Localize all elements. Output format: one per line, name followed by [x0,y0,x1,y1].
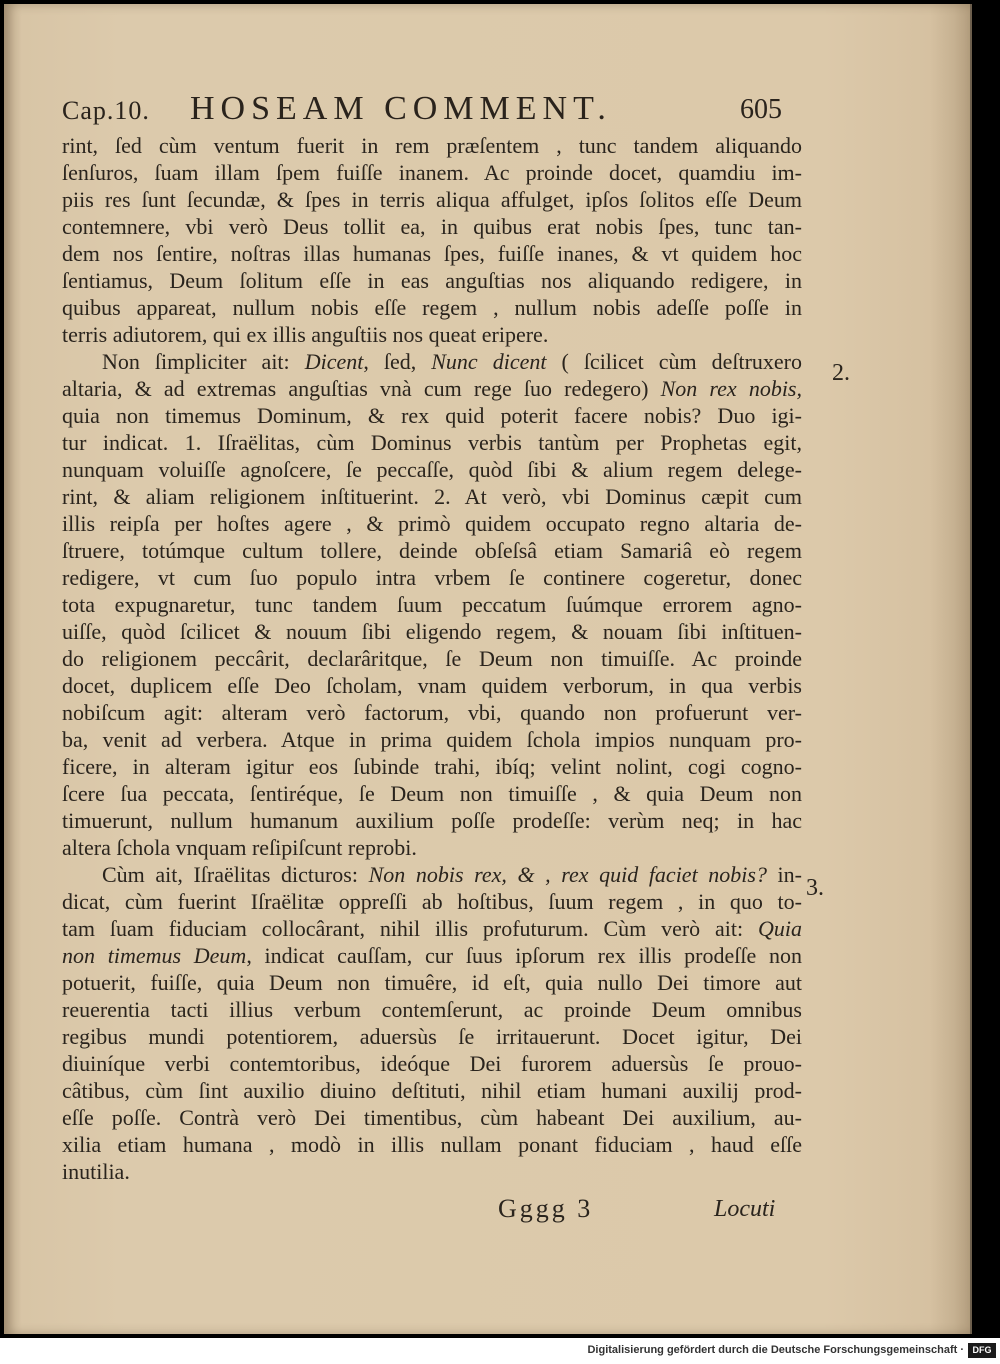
text-line: potuerit, fuiſſe, quia Deum non timuêre, id eſt, quia nullo Dei timore aut [62,970,802,995]
text-line: regibus mundi potentiorem, aduersùs ſe irritauerunt. Docet igitur, Dei [62,1024,802,1049]
text-line: ficere, in alteram igitur eos ſubinde trahi, ibíq; velint nolint, cogi cogno- [62,754,802,779]
text-line: Non ſimpliciter ait: Dicent, ſed, Nunc dicent ( ſcilicet cùm deſtruxero [102,349,802,374]
text-line: tota expugnaretur, tunc tandem ſuum peccatum ſuúmque errorem agno- [62,592,802,617]
text-line: eſſe poſſe. Contrà verò Dei timentibus, cùm habeant Dei auxilium, au- [62,1105,802,1130]
text-line: altaria, & ad extremas anguſtias vnà cum rege ſuo redegero) Non rex nobis, [62,376,802,401]
text-line: timuerunt, nullum humanum auxilium poſſe prodeſſe: verùm neq; in hac [62,808,802,833]
text-line: dicat, cùm fuerint Iſraëlitæ oppreſſi ab hoſtibus, ſuum regem , in quo to- [62,889,802,914]
page-number: 605 [740,94,782,125]
text-line: ſtruere, totúmque cultum tollere, deinde obſeſsâ etiam Samariâ eò regem [62,538,802,563]
text-line: ſenſuros, ſuam illam ſpem fuiſſe inanem. Ac proinde docet, quamdiu im- [62,160,802,185]
book-page [4,4,972,1334]
credit-bar [0,1338,1000,1364]
text-line: nunquam voluiſſe agnoſcere, ſe peccaſſe, quòd ſibi & alium regem delege- [62,457,802,482]
text-line: rint, & aliam religionem inſtituerint. 2. At verò, vbi Dominus cæpit cum [62,484,802,509]
text-line: altera ſchola vnquam reſipiſcunt reprobi. [62,835,417,860]
text-line: quibus appareat, nullum nobis eſſe regem , nullum nobis adeſſe poſſe in [62,295,802,320]
text-line: contemnere, vbi verò Deus tollit ea, in quibus erat nobis ſpes, tunc tan- [62,214,802,239]
funding-credit: Digitalisierung gefördert durch die Deutsche Forschungsgemeinschaft · [587,1344,964,1356]
text-line: nobiſcum agit: alteram verò factorum, vbi, quando non profuerunt ver- [62,700,802,725]
text-line: inutilia. [62,1159,130,1184]
page-edge-shading [930,4,970,1334]
text-line: docet, duplicem eſſe Deo ſcholam, vnam quidem verborum, in qua verbis [62,673,802,698]
text-line: diuiníque verbi contemtoribus, ideóque Dei furorem aduersùs ſe prouo- [62,1051,802,1076]
body-text [62,132,802,1185]
text-line: terris adiutorem, qui ex illis anguſtiis nos queat eripere. [62,322,549,347]
dfg-logo-icon: DFG [968,1343,996,1358]
text-line: câtibus, cùm ſint auxilio diuino deſtituti, nihil etiam humani auxilij prod- [62,1078,802,1103]
text-line: ſentiamus, Deum ſolitum eſſe in eas anguſtias nos aliquando redigere, in [62,268,802,293]
text-line: xilia etiam humana , modò in illis nullam ponant fiduciam , haud eſſe [62,1132,802,1157]
running-head [62,90,782,130]
margin-note-3: 3. [806,875,824,901]
text-line: reuerentia tacti illius verbum contemſerunt, ac proinde Deum omnibus [62,997,802,1022]
text-line: illis reipſa per hoſtes agere , & primò quidem occupato regno altaria de- [62,511,802,536]
text-line: tur indicat. 1. Iſraëlitas, cùm Dominus verbis tantùm per Prophetas egit, [62,430,802,455]
text-line: Cùm ait, Iſraëlitas dicturos: Non nobis rex, & , rex quid faciet nobis? in- [102,862,802,887]
signature-mark: Gggg 3 [498,1194,594,1223]
text-line: ba, venit ad verbera. Atque in prima quidem ſchola impios nunquam pro- [62,727,802,752]
text-line: dem nos ſentire, noſtras illas humanas ſpes, fuiſſe inanes, & vt quidem hoc [62,241,802,266]
text-line: rint, ſed cùm ventum fuerit in rem præſentem , tunc tandem aliquando [62,133,802,158]
margin-note-2: 2. [832,360,850,386]
text-line: redigere, vt cum ſuo populo intra vrbem ſe continere cogeretur, donec [62,565,802,590]
text-line: do religionem peccârit, declarâritque, ſe Deum non timuiſſe. Ac proinde [62,646,802,671]
text-line: quia non timemus Dominum, & rex quid poterit facere nobis? Duo igi- [62,403,802,428]
catchword: Locuti [714,1196,776,1222]
chapter-label: Cap.10. [62,96,150,125]
text-line: non timemus Deum, indicat cauſſam, cur ſuus ipſorum rex illis prodeſſe non [62,943,802,968]
text-line: uiſſe, quòd ſcilicet & nouum ſibi eligendo regem, & nouam ſibi inſtituen- [62,619,802,644]
text-line: tam ſuam fiduciam collocârant, nihil illis profuturum. Cùm verò ait: Quia [62,916,802,941]
text-line: ſcere ſua peccata, ſentiréque, ſe Deum non timuiſſe , & quia Deum non [62,781,802,806]
text-line: piis res ſunt ſecundæ, & ſpes in terris aliqua affulget, ipſos ſolitos eſſe Deum [62,187,802,212]
running-title: HOSEAM COMMENT. [190,90,612,127]
